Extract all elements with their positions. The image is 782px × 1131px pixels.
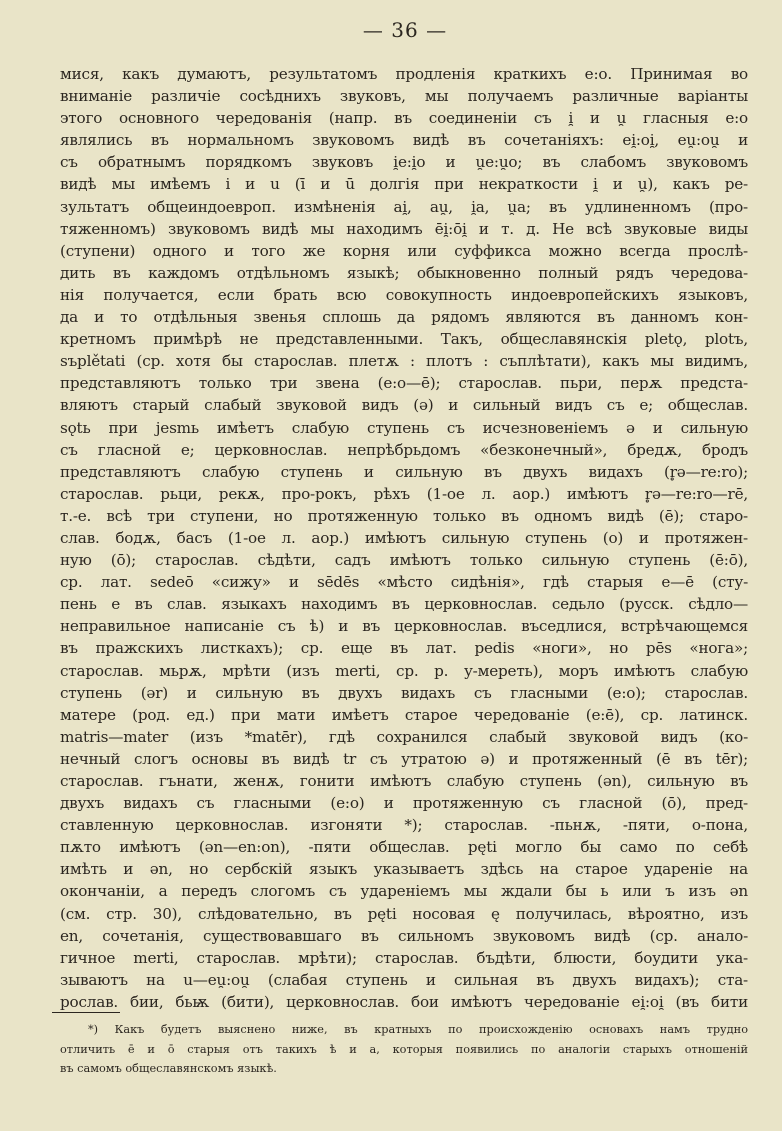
footnote-line: отличить ē и ō старыя отъ такихъ ѣ и а, которыя появились по аналогіи старыхъ отношеній <box>60 1042 748 1056</box>
text-line: тяженномъ) звуковомъ видѣ мы находимъ ēi̯:ōi̯ и т. д. Не всѣ звуковые виды <box>60 219 748 238</box>
text-line: старослав. мьрѫ, мрѣти (изъ merti, ср. р. у-мереть), моръ имѣютъ слабую <box>60 661 748 680</box>
text-line: sǫtь при jesmь имѣетъ слабую ступень съ исчезновеніемъ ə и сильную <box>60 418 748 437</box>
text-line: двухъ видахъ съ гласными (е:о) и протяженную съ гласной (ō), пред- <box>60 794 748 813</box>
text-line: неправильное написаніе съ ѣ) и въ церковнослав. въседлися, встрѣчающемся <box>60 617 748 636</box>
text-line: вниманіе различіе сосѣднихъ звуковъ, мы получаемъ различные варіанты <box>60 87 748 106</box>
text-line: ступень (ər) и сильную въ двухъ видахъ съ гласными (е:о); старослав. <box>60 683 748 702</box>
text-line: sъplětati (ср. хотя бы старослав. плетѫ : плотъ : съплѣтати), какъ мы видимъ, <box>60 352 748 371</box>
footnote-line: въ самомъ общеславянскомъ языкѣ. <box>60 1062 277 1075</box>
text-line: ср. лат. sedeō «сижу» и sēdēs «мѣсто сидѣнія», гдѣ старыя е—ē (сту- <box>60 573 748 592</box>
body-text <box>60 63 748 1013</box>
page-number: — 36 — <box>362 18 448 42</box>
text-line: видѣ мы имѣемъ i и u (ī и ū долгія при некраткости i̯ и u̯), какъ ре- <box>60 175 748 194</box>
text-line: имѣть и ən, но сербскій языкъ указываетъ здѣсь на старое удареніе на <box>60 860 748 879</box>
text-line: вляютъ старый слабый звуковой видъ (ə) и сильный видъ съ е; общеслав. <box>60 396 748 415</box>
text-line: слав. бодѫ, басъ (1-ое л. аор.) имѣютъ сильную ступень (о) и протяжен- <box>60 528 748 547</box>
text-line: пѫто имѣютъ (ən—en:on), -пяти общеслав. pęti могло бы само по себѣ <box>60 838 748 857</box>
text-line: являлись въ нормальномъ звуковомъ видѣ въ сочетаніяхъ: ei̯:oi̯, eu̯:ou̯ и <box>60 131 748 150</box>
text-line: представляютъ слабую ступень и сильную въ двухъ видахъ (r̥ə—re:ro); <box>60 462 748 481</box>
text-line: въ пражскихъ листкахъ); ср. еще въ лат. pedis «ноги», но pēs «нога»; <box>60 639 748 658</box>
text-line: зультатъ общеиндоевроп. измѣненія ai̯, au̯, i̯a, u̯a; въ удлиненномъ (про- <box>60 197 748 216</box>
text-line: (ступени) одного и того же корня или суффикса можно всегда прослѣ- <box>60 241 748 260</box>
footnote <box>60 1020 748 1079</box>
text-line: en, сочетанія, существовавшаго въ сильномъ звуковомъ видѣ (ср. анало- <box>60 926 748 945</box>
text-line: дить въ каждомъ отдѣльномъ языкѣ; обыкновенно полный рядъ чередова- <box>60 263 748 282</box>
text-line: кретномъ примѣрѣ не представленными. Такъ, общеславянскія pletǫ, plotъ, <box>60 330 748 349</box>
text-line: старослав. гънати, женѫ, гонити имѣютъ слабую ступень (ən), сильную въ <box>60 772 748 790</box>
text-line: зываютъ на u—eu̯:ou̯ (слабая ступень и сильная въ двухъ видахъ); ста- <box>60 970 748 989</box>
text-line: matris—mater (изъ *matēr), гдѣ сохранился слабый звуковой видъ (ко- <box>60 727 748 746</box>
text-line: этого основного чередованія (напр. въ соединеніи съ i̯ и u̯ гласныя е:о <box>60 109 748 128</box>
text-line: окончаніи, а передъ слогомъ съ удареніемъ мы ждали бы ь или ъ изъ ən <box>60 882 748 901</box>
footnote-line: *) Какъ будетъ выяснено ниже, въ кратныхъ по происхожденію основахъ намъ трудно <box>88 1023 748 1036</box>
text-line: гичное merti, старослав. мрѣти); старослав. бъдѣти, блюсти, боудити ука- <box>60 948 748 967</box>
text-line: нечный слогъ основы въ видѣ tr съ утратою ə) и протяженный (ē въ tēr); <box>60 749 748 768</box>
footnote-divider <box>52 1012 120 1013</box>
text-line: ставленную церковнослав. изгоняти *); старослав. -пьнѫ, -пяти, о-пона, <box>60 816 748 835</box>
text-line: нія получается, если брать всю совокупность индоевропейскихъ языковъ, <box>60 285 748 304</box>
text-line: старослав. рьци, рекѫ, про-рокъ, рѣхъ (1-ое л. аор.) имѣютъ r̥ə—re:ro—rē, <box>60 484 748 503</box>
text-line: съ гласной е; церковнослав. непрѣбрьдомъ «безконечный», бредѫ, бродъ <box>60 440 748 459</box>
text-line: т.-е. всѣ три ступени, но протяженную только въ одномъ видѣ (ē); старо- <box>60 506 748 525</box>
text-line: рослав. бии, бьѭ (бити), церковнослав. бои имѣютъ чередованіе ei̯:oi̯ (въ бити <box>60 992 748 1011</box>
text-line: представляютъ только три звена (е:о—ē); старослав. пьри, перѫ предста- <box>60 374 748 393</box>
text-line: пень е въ слав. языкахъ находимъ въ церковнослав. седьло (русск. сѣдло— <box>60 595 748 614</box>
text-line: матере (род. ед.) при мати имѣетъ старое чередованіе (е:ē), ср. латинск. <box>60 705 748 724</box>
text-line: (см. стр. 30), слѣдовательно, въ pęti носовая ę получилась, вѣроятно, изъ <box>60 904 748 923</box>
text-line: съ обратнымъ порядкомъ звуковъ i̯e:i̯o и u̯e:u̯o; въ слабомъ звуковомъ <box>60 153 748 172</box>
text-line: ную (ō); старослав. сѣдѣти, садъ имѣютъ только сильную ступень (ē:ō), <box>60 551 748 570</box>
text-line: мися, какъ думаютъ, результатомъ продленія краткихъ е:о. Принимая во <box>60 65 748 83</box>
text-line: да и то отдѣльныя звенья сплошь да рядомъ являются въ данномъ кон- <box>60 308 748 327</box>
